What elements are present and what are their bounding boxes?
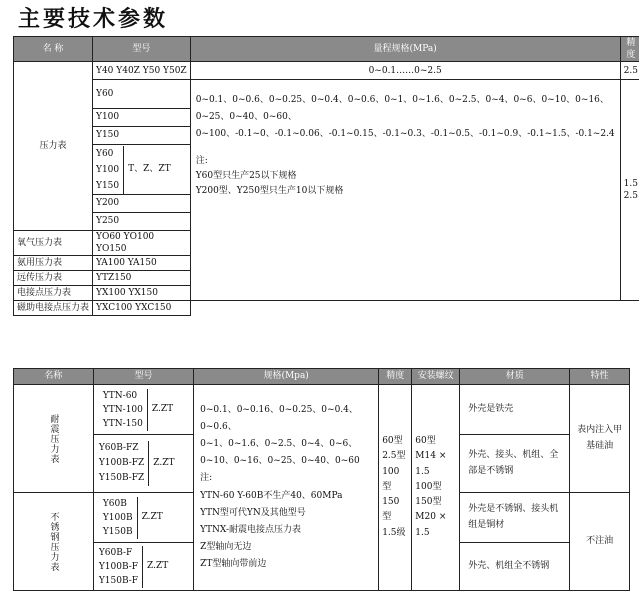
brace-model-group [93,145,191,195]
model-group [93,543,193,591]
spec-line: Z型轴向无边 [200,539,372,556]
model-item: Y60B [103,497,133,511]
name-shockproof [14,385,94,493]
accuracy-main [379,385,412,591]
accuracy-cell: 2.5 [620,62,639,80]
model-suffix: Z.ZT [142,511,163,523]
table-row [14,62,639,80]
name-ammonia: 氨用压力表 [14,256,93,271]
range-notes [196,154,615,200]
header-name: 名称 [14,369,94,385]
thread-main [412,385,460,591]
range-list: 0~0.1、0~0.6、0~0.25、0~0.4、0~0.6、0~1、0~1.6、0~2.5、0~4、0~6、0~10、0~16、0~25、0~40、0~60、0~100、-0.1~0、-0.1~0.06、-0.1~0.15、-0.1~0.3、-0.1~0.5、-0.1~0.9、-0.1~1.5、-0.1~2.4 [196,92,615,143]
spec-line: 注: [200,470,372,487]
group2-label: 不锈钢压力表 [47,512,59,572]
brace-model: Y60 [96,146,119,162]
model-cell: Y150 [93,127,191,145]
spec-line: YTN型可代YN及其他型号 [200,505,372,522]
thread-line: M20 × 1.5 [415,510,456,541]
table-header-row [14,369,630,385]
model-suffix: Z.ZT [153,457,174,469]
model-item: Y150B [103,525,133,539]
header-feature: 特性 [570,369,630,385]
spec-line: YTN-60 Y-60B不生产40、60MPa [200,488,372,505]
model-item: YTN-100 [103,403,143,417]
note-1: Y60型只生产25以下规格 [196,169,615,184]
accuracy-line: 60型 [382,434,408,449]
note-2: Y200型、Y250型只生产10以下规格 [196,184,615,199]
accuracy-2-5: 2.5 [624,190,638,202]
model-group [93,493,193,543]
range-cell: 0~0.1……0~2.5 [190,62,620,80]
model-cell: YTZ150 [93,271,191,286]
header-spec: 规格(Mpa) [194,369,379,385]
header-material: 材质 [460,369,570,385]
model-cell: Y60 [93,80,191,109]
spec-main [194,385,379,591]
feature-cell: 表内注入甲基硅油 [570,385,630,493]
model-cell: Y250 [93,213,191,231]
spec-line: 0~10、0~16、0~25、0~40、0~60 [200,453,372,470]
material-cell: 外壳是铁壳 [460,385,570,435]
accuracy-line: 100型 [382,465,408,496]
accuracy-line: 1.5级 [382,526,408,541]
brace-model: Y100 [96,162,119,178]
model-item: Y60B-FZ [99,441,144,456]
name-remote: 远传压力表 [14,271,93,286]
model-item: YTN-60 [103,389,143,403]
model-suffix: Z.ZT [152,403,173,415]
range-main [190,80,620,301]
model-item: Y150B-FZ [99,471,144,486]
thread-line: 60型 [415,434,456,449]
model-item: Y100B-F [99,560,138,574]
feature-cell: 不注油 [570,493,630,591]
model-item: YTN-150 [103,417,143,431]
name-oxygen: 氧气压力表 [14,231,93,256]
thread-line: M14 × 1.5 [415,449,456,480]
model-cell: Y200 [93,195,191,213]
model-group [93,385,193,435]
model-cell: Y40 Y40Z Y50 Y50Z [93,62,191,80]
spec-line: ZT型轴向带前边 [200,556,372,573]
accuracy-line: 150型 [382,495,408,526]
model-cell: YA100 YA150 [93,256,191,271]
thread-line: 150型 [415,495,456,510]
model-item: Y100B [103,511,133,525]
header-accuracy: 精度 [620,37,639,62]
model-item: Y60B-F [99,546,138,560]
accuracy-line: 2.5型 [382,449,408,464]
model-cell: YXC100 YXC150 [93,301,191,316]
name-pressure-gauge: 压力表 [14,62,93,231]
header-thread: 安装螺纹 [412,369,460,385]
name-contact: 电接点压力表 [14,286,93,301]
model-item: Y100B-FZ [99,456,144,471]
accuracy-1-5: 1.5 [624,178,638,190]
header-model: 型号 [93,37,191,62]
model-cell: YO60 YO100 YO150 [93,231,191,256]
group1-label: 耐震压力表 [47,414,59,464]
model-item: Y150B-F [99,574,138,588]
note-label: 注: [196,154,615,169]
spec-line: 0~1、0~1.6、0~2.5、0~4、0~6、 [200,436,372,453]
header-model: 型号 [93,369,193,385]
name-stainless [14,493,94,591]
model-suffix: Z.ZT [147,560,168,572]
spec-line: YTNX-耐震电接点压力表 [200,522,372,539]
name-magnetic: 磁助电接点压力表 [14,301,93,316]
brace-label: T、Z、ZT [128,163,171,175]
model-group [93,435,193,493]
thread-line: 100型 [415,480,456,495]
material-cell: 外壳是不锈钢、接头机组是铜材 [460,493,570,543]
material-cell: 外壳、接头、机组、全部是不锈钢 [460,435,570,493]
header-accuracy: 精度 [379,369,412,385]
spec-line: 0~0.1、0~0.16、0~0.25、0~0.4、0~0.6、 [200,402,372,436]
brace-model: Y150 [96,178,119,194]
spec-table-pressure-gauges [13,36,639,316]
material-cell: 外壳、机组全不锈钢 [460,543,570,591]
accuracy-main [620,80,639,301]
page-title: 主要技术参数 [18,2,168,33]
header-range: 量程规格(MPa) [190,37,620,62]
header-name: 名 称 [14,37,93,62]
spec-table-shockproof-gauges [13,368,630,591]
table-header-row [14,37,639,62]
model-cell: Y100 [93,109,191,127]
model-cell: YX100 YX150 [93,286,191,301]
